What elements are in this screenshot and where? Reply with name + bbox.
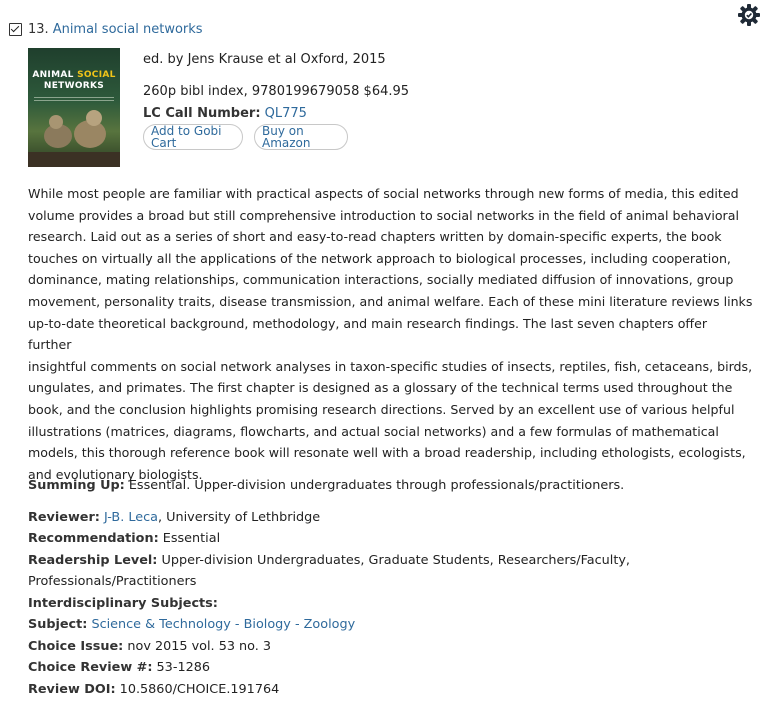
review-description: [28, 183, 753, 485]
recommendation-label: Recommendation:: [28, 531, 159, 546]
edition-text: ed. by Jens Krause et al Oxford, 2015: [143, 52, 386, 67]
subject-separator: -: [290, 617, 304, 632]
lc-call-number: [143, 107, 307, 120]
interdisciplinary-label: Interdisciplinary Subjects:: [28, 596, 218, 611]
recommendation-row: [28, 529, 220, 549]
publication-details: 260p bibl index, 9780199679058 $64.95: [143, 84, 410, 99]
subject-link-science-technology[interactable]: Science & Technology: [91, 617, 231, 632]
reviewer-name-link[interactable]: J-B. Leca: [103, 510, 159, 525]
summing-up-value: Essential. Upper-division undergraduates through professionals/practitioners.: [124, 478, 625, 493]
item-header: [9, 20, 203, 38]
summing-up-label: Summing Up:: [28, 478, 125, 493]
description-line: insightful comments on social network analyses in taxon-specific studies of insects, reptiles, fish, cetaceans, birds,: [28, 358, 753, 374]
readership-value: Upper-division Undergraduates, Graduate Students, Researchers/Faculty,: [157, 553, 630, 568]
subject-link-zoology[interactable]: Zoology: [303, 617, 356, 632]
buy-on-amazon-button[interactable]: Buy on Amazon: [254, 124, 348, 150]
description-line: While most people are familiar with practical aspects of social networks through new forms of media, this edited: [28, 186, 739, 201]
review-doi-row: [28, 680, 279, 700]
item-number: 13.: [28, 21, 49, 37]
item-title-link[interactable]: Animal social networks: [52, 21, 203, 37]
subject-link-biology[interactable]: Biology: [243, 617, 291, 632]
book-cover-image[interactable]: [28, 48, 120, 167]
choice-review-number-value: 53-1286: [152, 660, 211, 675]
cover-monkeys-illustration: [28, 48, 120, 167]
description-line: and evolutionary biologists.: [28, 466, 203, 482]
interdisciplinary-row: [28, 594, 218, 614]
review-doi-value: 10.5860/CHOICE.191764: [115, 682, 280, 697]
select-checkbox[interactable]: [9, 23, 22, 36]
description-line: book, and the conclusion highlights promising research directions. Served by an excellent use of various helpful: [28, 401, 735, 417]
reviewer-row: [28, 508, 320, 528]
review-doi-label: Review DOI:: [28, 682, 116, 697]
cover-title-line1: ANIMAL SOCIAL: [32, 70, 116, 80]
readership-row-continued: Professionals/Practitioners: [28, 574, 197, 589]
readership-label: Readership Level:: [28, 553, 158, 568]
cover-title-line2: NETWORKS: [43, 81, 105, 91]
reviewer-affiliation: , University of Lethbridge: [158, 510, 321, 525]
subject-separator: -: [230, 617, 244, 632]
description-line: touches on virtually all the applications of the network approach to biological processes, including cooperation,: [28, 250, 731, 266]
recommendation-value: Essential: [158, 531, 221, 546]
choice-review-number-row: [28, 658, 210, 678]
subject-row: [28, 615, 355, 635]
choice-issue-value: nov 2015 vol. 53 no. 3: [123, 639, 272, 654]
description-line: research. Laid out as a series of short and easy-to-read chapters written by domain-specific experts, the book: [28, 229, 722, 245]
summing-up-row: [28, 476, 624, 496]
description-line: up-to-date theoretical background, methodology, and main research findings. The last seven chapters offer further: [28, 315, 708, 353]
description-line: ungulates, and primates. The first chapter is designed as a glossary of the technical terms used throughout the: [28, 380, 733, 396]
subject-label: Subject:: [28, 617, 88, 632]
choice-issue-label: Choice Issue:: [28, 639, 124, 654]
reviewer-label: Reviewer:: [28, 510, 100, 525]
description-line: movement, personality traits, disease transmission, and animal welfare. Each of these mini literature reviews links: [28, 293, 753, 309]
lc-call-link[interactable]: QL775: [264, 106, 307, 121]
choice-review-number-label: Choice Review #:: [28, 660, 153, 675]
description-line: volume provides a broad but still comprehensive introduction to social networks in the field of animal behavioral: [28, 207, 739, 223]
add-to-gobi-cart-button[interactable]: Add to Gobi Cart: [143, 124, 243, 150]
choice-issue-row: [28, 637, 271, 657]
lc-call-label: LC Call Number:: [143, 106, 261, 121]
gear-icon[interactable]: [737, 3, 761, 27]
description-line: illustrations (matrices, diagrams, flowcharts, and actual social networks) and a few formulas of mathematical: [28, 423, 719, 439]
readership-row: [28, 551, 630, 571]
description-line: dominance, mating relationships, communication interactions, socially mediated diffusion of innovations, group: [28, 272, 734, 288]
description-line: models, this thorough reference book will resonate well with a broad readership, including ethologists, ecologists,: [28, 445, 746, 461]
